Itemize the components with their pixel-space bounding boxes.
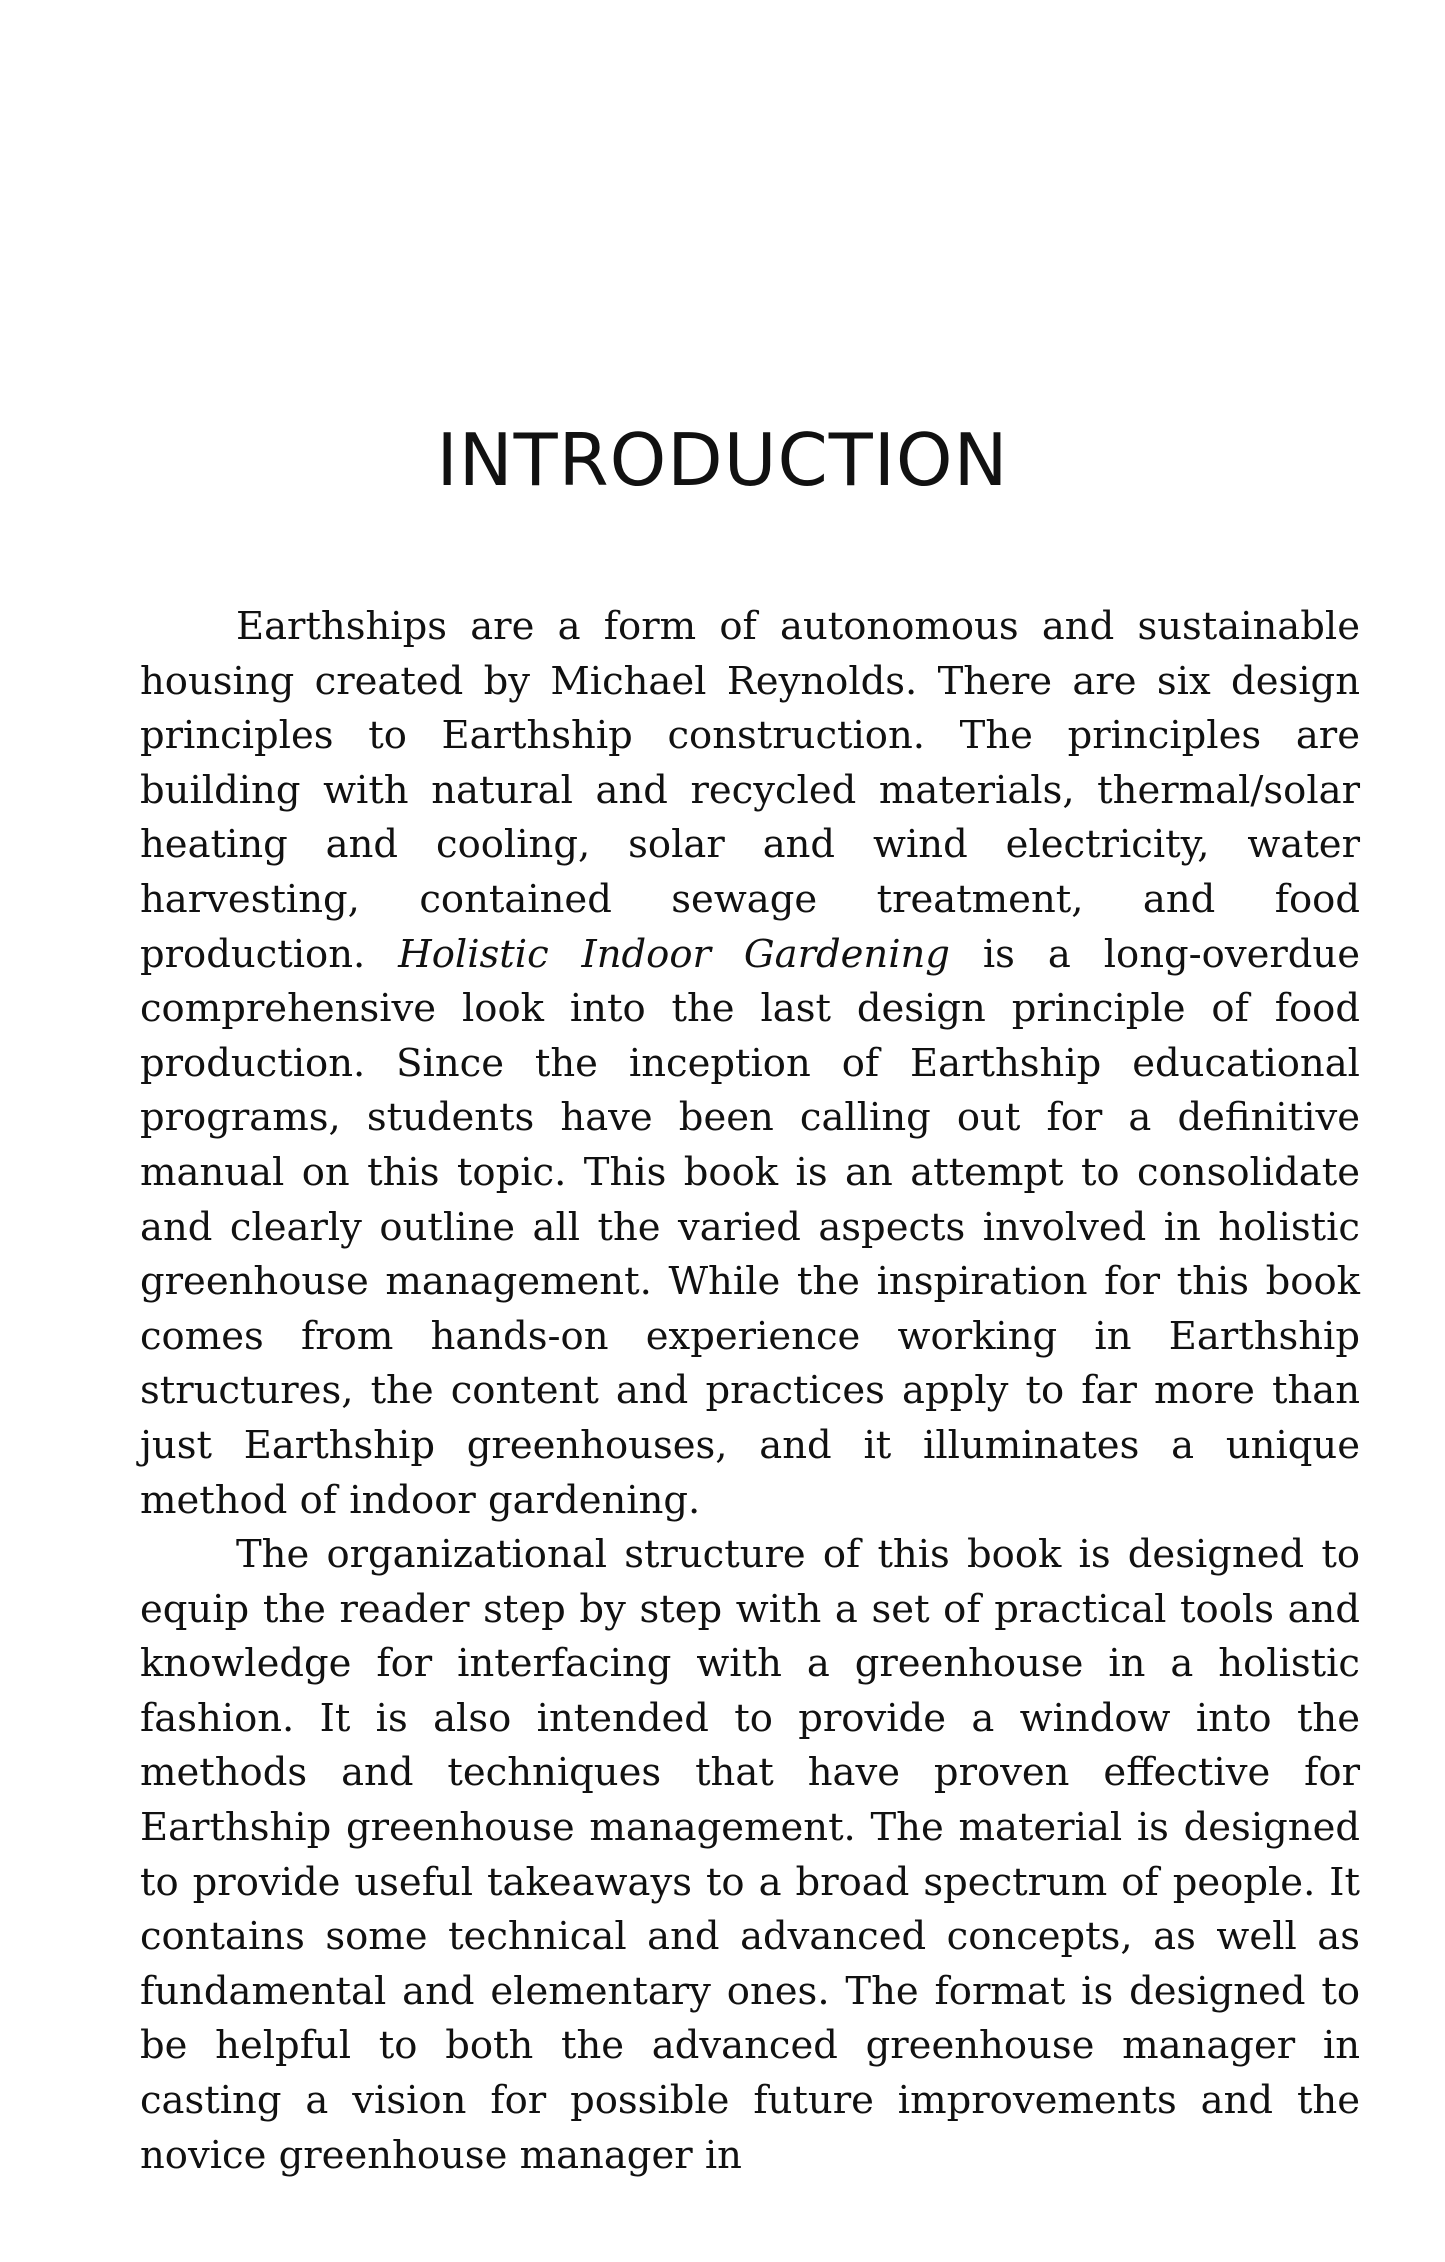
paragraph-2: The organizational structure of this book is designed to equip the reader step by step with a set of practical tools and knowledge for interfacing with a greenhouse in a holistic fashion. It is also intended to provide a window into the methods and techniques that have proven effective for Earthship greenhouse management. The material is designed to provide useful takeaways to a broad spectrum of people. It contains some technical and advanced concepts, as well as fundamental and elementary ones. The format is designed to be helpful to both the advanced greenhouse manager in casting a vision for possible future improvements and the novice greenhouse manager in: [140, 1532, 1360, 2178]
paragraph-1-text-end: is a long-overdue comprehensive look into the last design principle of food production. Since the inception of Earthship educational programs, students have been calling out for a definitive manual on this topic. This book is an attempt to consolidate and clearly outline all the varied aspects involved in holistic greenhouse management. While the inspiration for this book comes from hands-on experience working in Earthship structures, the content and practices apply to far more than just Earthship greenhouses, and it illuminates a unique method of indoor gardening.: [140, 931, 1360, 1523]
paragraph-1-text-start: Earthships are a form of autonomous and sustainable housing created by Michael Reynolds. There are six design principles to Earthship construction. The principles are building with natural and recycled materials, thermal/solar heating and cooling, solar and wind electricity, water harvesting, contained sewage treatment, and food production.: [140, 604, 1360, 977]
paragraph-1: [140, 600, 1360, 1528]
book-title-italic: Holistic Indoor Gardening: [398, 931, 950, 977]
body-text: [140, 600, 1360, 2183]
page-title: INTRODUCTION: [436, 418, 1009, 502]
